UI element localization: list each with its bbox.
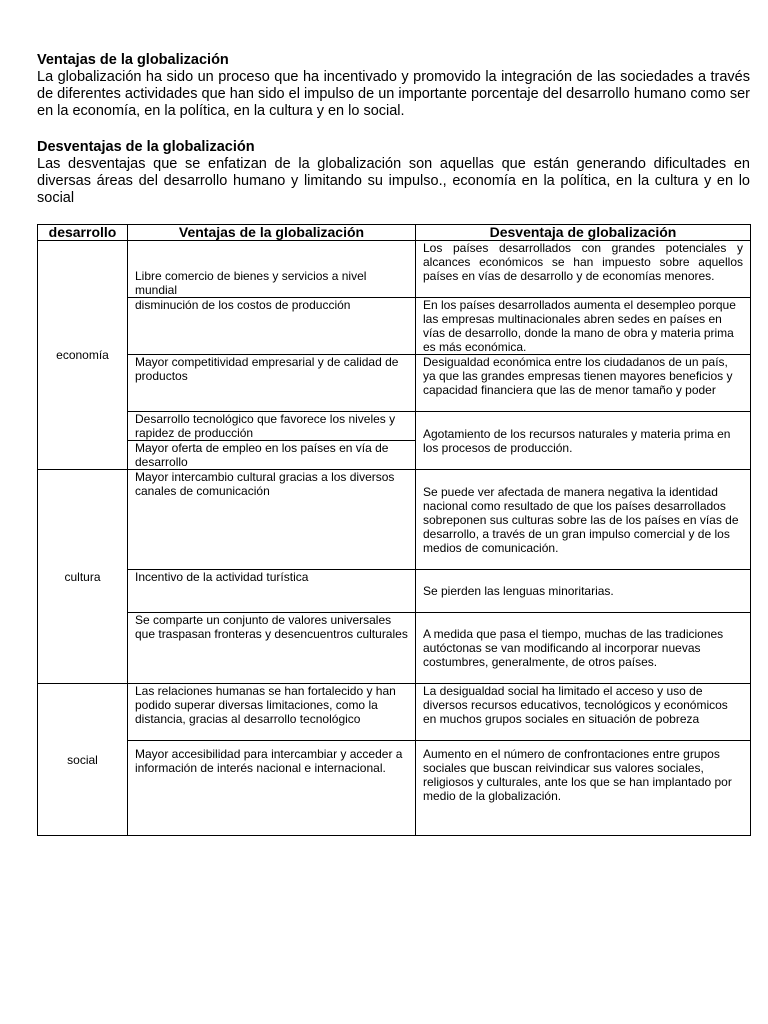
table-row <box>38 470 751 570</box>
table-row <box>38 355 751 412</box>
disadvantage-cell: Agotamiento de los recursos naturales y materia prima en los procesos de producción. <box>416 412 751 470</box>
comparison-table <box>37 224 751 836</box>
spacer <box>37 120 750 139</box>
table-row <box>38 412 751 441</box>
disadvantage-cell: Los países desarrollados con grandes potenciales y alcances económicos se han impuesto sobre aquellos países en vías de desarrollo y de economías menores. <box>416 241 751 298</box>
table-row <box>38 684 751 741</box>
advantage-cell: Mayor accesibilidad para intercambiar y acceder a información de interés nacional e internacional. <box>128 741 416 836</box>
category-economia: economía <box>38 241 128 470</box>
table-header-row <box>38 225 751 241</box>
advantage-cell: disminución de los costos de producción <box>128 298 416 355</box>
advantage-cell: Se comparte un conjunto de valores universales que traspasan fronteras y desencuentros culturales <box>128 613 416 684</box>
advantage-cell: Mayor competitividad empresarial y de calidad de productos <box>128 355 416 412</box>
category-cultura: cultura <box>38 470 128 684</box>
advantage-cell: Incentivo de la actividad turística <box>128 570 416 613</box>
advantages-paragraph: La globalización ha sido un proceso que ha incentivado y promovido la integración de las sociedades a través de diferentes actividades que han sido el impulso de un importante porcentaje del desarrollo humano como ser en la economía, en la política, en la cultura y en lo social. <box>37 69 750 119</box>
advantage-cell: Las relaciones humanas se han fortalecido y han podido superar diversas limitaciones, como la distancia, gracias al desarrollo tecnológico <box>128 684 416 741</box>
disadvantage-cell: Aumento en el número de confrontaciones entre grupos sociales que buscan reivindicar sus valores sociales, religiosos y culturales, ante los que se han implantado por medio de la globalización. <box>416 741 751 836</box>
table-row <box>38 613 751 684</box>
advantage-cell: Libre comercio de bienes y servicios a nivel mundial <box>128 241 416 298</box>
table-row <box>38 741 751 836</box>
advantages-heading: Ventajas de la globalización <box>37 52 229 68</box>
advantage-cell: Mayor intercambio cultural gracias a los diversos canales de comunicación <box>128 470 416 570</box>
disadvantage-cell: La desigualdad social ha limitado el acceso y uso de diversos recursos educativos, tecnológicos y económicos en muchos grupos sociales en situación de pobreza <box>416 684 751 741</box>
header-desarrollo: desarrollo <box>38 225 128 241</box>
disadvantages-heading: Desventajas de la globalización <box>37 139 255 155</box>
category-social: social <box>38 684 128 836</box>
advantage-cell: Desarrollo tecnológico que favorece los niveles y rapidez de producción <box>128 412 416 441</box>
disadvantage-cell: En los países desarrollados aumenta el desempleo porque las empresas multinacionales abren sedes en países en vías de desarrollo, donde la mano de obra y materia prima es más económica. <box>416 298 751 355</box>
table-row <box>38 241 751 298</box>
table-row <box>38 570 751 613</box>
disadvantage-cell: Se puede ver afectada de manera negativa la identidad nacional como resultado de que los países desarrollados sobreponen sus culturas sobre las de los países en vías de desarrollo, a través de un gran impulso comercial y de los medios de comunicación. <box>416 470 751 570</box>
disadvantage-cell: Desigualdad económica entre los ciudadanos de un país, ya que las grandes empresas tienen mayores beneficios y capacidad financiera que las de menor tamaño y poder <box>416 355 751 412</box>
table-row <box>38 298 751 355</box>
disadvantages-paragraph: Las desventajas que se enfatizan de la globalización son aquellas que están generando dificultades en diversas áreas del desarrollo humano y limitando su impulso., economía en la política, en la cultura y en lo social <box>37 156 750 206</box>
advantage-cell: Mayor oferta de empleo en los países en vía de desarrollo <box>128 441 416 470</box>
document-page <box>37 52 750 836</box>
header-desventajas: Desventaja de globalización <box>416 225 751 241</box>
disadvantage-cell: Se pierden las lenguas minoritarias. <box>416 570 751 613</box>
header-ventajas: Ventajas de la globalización <box>128 225 416 241</box>
disadvantage-cell: A medida que pasa el tiempo, muchas de las tradiciones autóctonas se van modificando al incorporar nuevas costumbres, generalmente, de otros países. <box>416 613 751 684</box>
